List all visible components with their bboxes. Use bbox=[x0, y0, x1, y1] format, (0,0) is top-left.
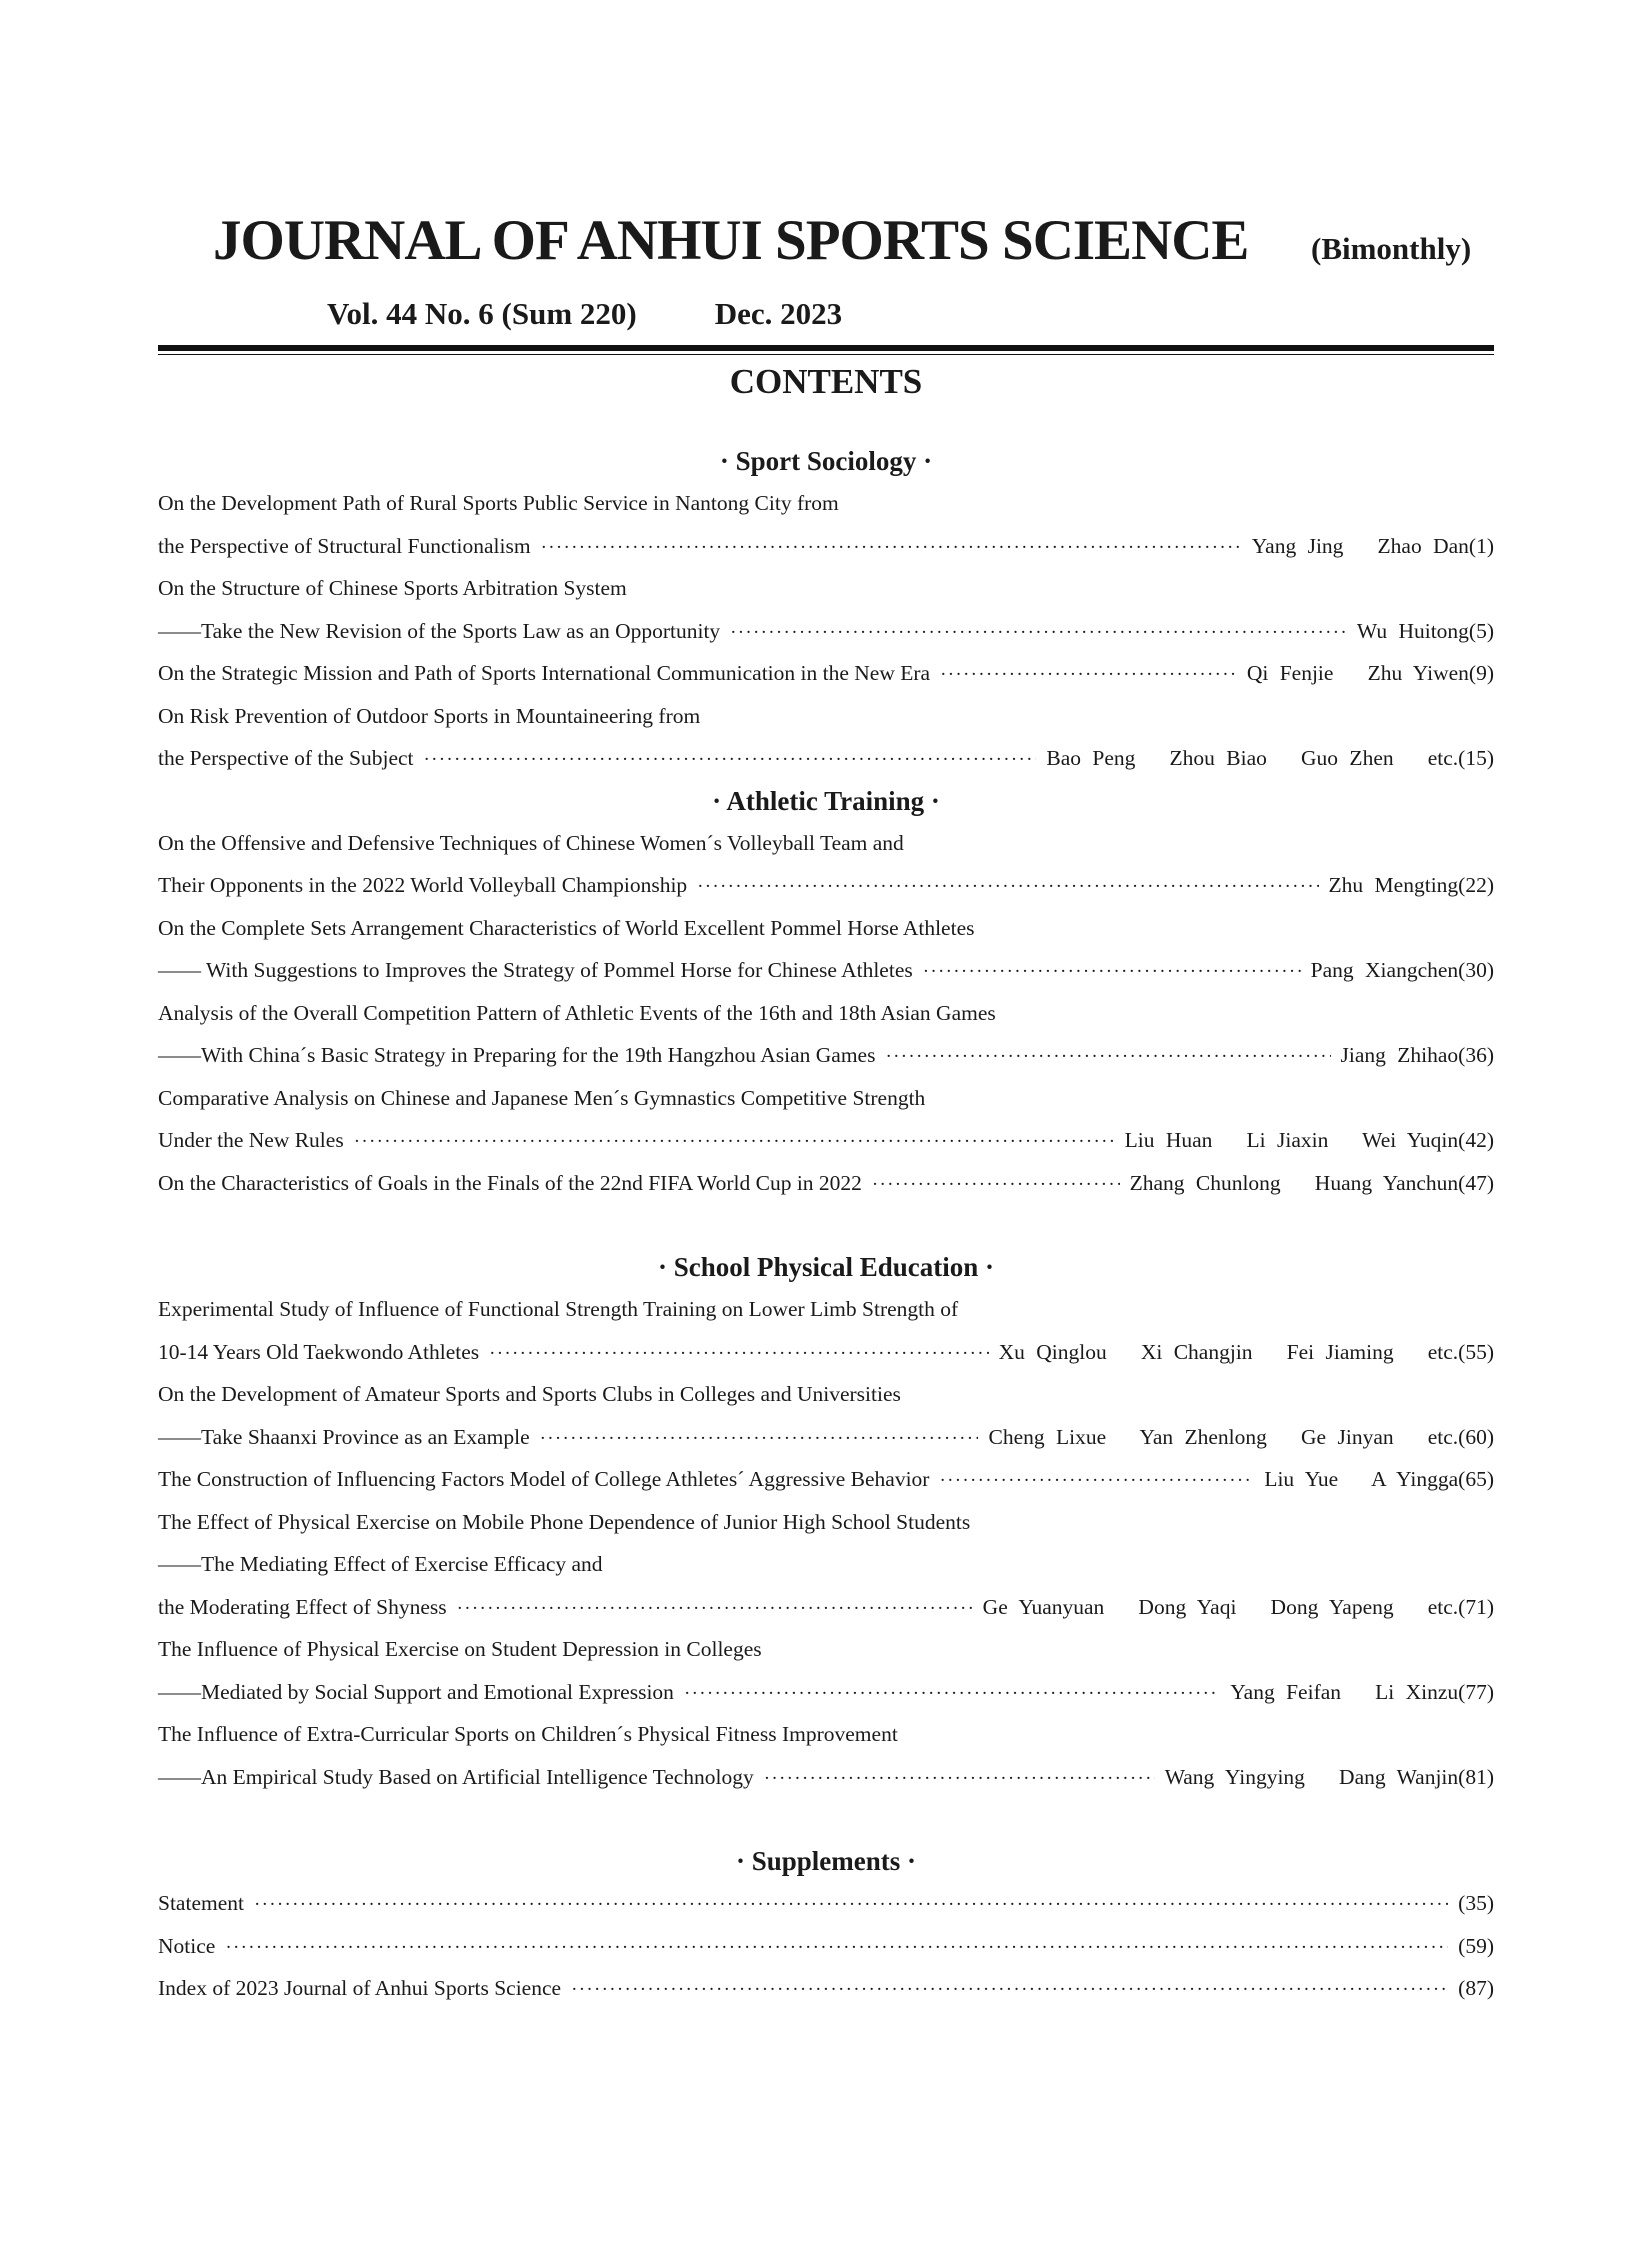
entry-authors: Cheng Lixue Yan Zhenlong Ge Jinyan etc. bbox=[988, 1424, 1459, 1449]
entry-title: ——Take Shaanxi Province as an Example bbox=[158, 1424, 530, 1449]
entry-page: (42) bbox=[1458, 1128, 1494, 1152]
header-rule-thin bbox=[158, 354, 1494, 355]
toc-entry-line bbox=[158, 1373, 1494, 1416]
entry-title: On the Offensive and Defensive Techniques of Chinese Women´s Volleyball Team and bbox=[158, 830, 904, 855]
toc-entry-line bbox=[158, 907, 1494, 950]
entry-title: ——Mediated by Social Support and Emotional Expression bbox=[158, 1679, 674, 1704]
entry-title: On the Structure of Chinese Sports Arbitration System bbox=[158, 576, 627, 600]
toc-entry-line bbox=[158, 1586, 1494, 1629]
masthead bbox=[213, 208, 1493, 288]
publication-frequency: (Bimonthly) bbox=[1311, 231, 1472, 266]
table-of-contents bbox=[158, 440, 1494, 2010]
leader-dots bbox=[489, 1333, 988, 1376]
toc-entry-line bbox=[158, 737, 1494, 780]
entry-page: (47) bbox=[1458, 1170, 1494, 1195]
toc-entry-line bbox=[158, 1119, 1494, 1162]
toc-entry-line bbox=[158, 1034, 1494, 1077]
toc-entry-line bbox=[158, 1925, 1494, 1968]
entry-title: On Risk Prevention of Outdoor Sports in Mountaineering from bbox=[158, 703, 701, 728]
entry-title: Under the New Rules bbox=[158, 1128, 344, 1152]
entry-page: (65) bbox=[1458, 1467, 1494, 1491]
entry-title: Experimental Study of Influence of Functional Strength Training on Lower Limb Strength of bbox=[158, 1297, 959, 1321]
toc-entry-line bbox=[158, 1416, 1494, 1459]
contents-heading: CONTENTS bbox=[729, 362, 923, 401]
leader-dots bbox=[940, 654, 1237, 697]
toc-entry-line bbox=[158, 1077, 1494, 1120]
entry-title: Comparative Analysis on Chinese and Japanese Men´s Gymnastics Competitive Strength bbox=[158, 1085, 926, 1110]
toc-entry-line bbox=[158, 1882, 1494, 1925]
section-title-sport-sociology: · Sport Sociology · bbox=[719, 446, 933, 476]
entry-page: (60) bbox=[1458, 1424, 1494, 1449]
entry-authors: Zhang Chunlong Huang Yanchun bbox=[1129, 1170, 1459, 1195]
entry-title: Statement bbox=[158, 1891, 244, 1915]
journal-title: JOURNAL OF ANHUI SPORTS SCIENCE bbox=[213, 209, 1249, 272]
leader-dots bbox=[225, 1927, 1448, 1970]
section-title-school-physical-education: · School Physical Education · bbox=[657, 1252, 995, 1282]
entry-authors: Jiang Zhihao bbox=[1340, 1043, 1459, 1067]
toc-entry-line bbox=[158, 695, 1494, 738]
entry-page: (55) bbox=[1458, 1339, 1494, 1364]
toc-entry-line bbox=[158, 610, 1494, 653]
entry-authors: Zhu Mengting bbox=[1328, 873, 1459, 897]
entry-title: The Influence of Physical Exercise on Student Depression in Colleges bbox=[158, 1637, 762, 1661]
issue-line bbox=[327, 296, 842, 332]
entry-authors: Xu Qinglou Xi Changjin Fei Jiaming etc. bbox=[998, 1339, 1459, 1364]
entry-authors: Liu Huan Li Jiaxin Wei Yuqin bbox=[1124, 1128, 1459, 1152]
toc-entry-line bbox=[158, 525, 1494, 568]
entry-title: The Influence of Extra-Curricular Sports on Children´s Physical Fitness Improvement bbox=[158, 1722, 898, 1746]
entry-page: (77) bbox=[1458, 1679, 1494, 1704]
entry-title: the Perspective of the Subject bbox=[158, 746, 414, 770]
section-gap bbox=[158, 1204, 1494, 1246]
toc-entry-line bbox=[158, 1288, 1494, 1331]
entry-authors: Bao Peng Zhou Biao Guo Zhen etc. bbox=[1046, 746, 1459, 770]
entry-page: (59) bbox=[1458, 1933, 1494, 1958]
entry-page: (9) bbox=[1468, 661, 1494, 685]
entry-authors: Wu Huitong bbox=[1356, 618, 1469, 643]
toc-entry-line bbox=[158, 1543, 1494, 1586]
entry-authors: Qi Fenjie Zhu Yiwen bbox=[1246, 661, 1469, 685]
entry-title: Index of 2023 Journal of Anhui Sports Science bbox=[158, 1976, 562, 2000]
entry-authors: Wang Yingying Dang Wanjin bbox=[1164, 1764, 1459, 1789]
leader-dots bbox=[540, 1418, 979, 1461]
leader-dots bbox=[424, 739, 1037, 782]
entry-authors: Pang Xiangchen bbox=[1310, 958, 1459, 982]
leader-dots bbox=[541, 527, 1242, 570]
entry-page: (87) bbox=[1458, 1976, 1494, 2000]
toc-entry-line bbox=[158, 1331, 1494, 1374]
toc-entry-line bbox=[158, 652, 1494, 695]
entry-title: On the Complete Sets Arrangement Characteristics of World Excellent Pommel Horse Athletes bbox=[158, 915, 975, 940]
entry-page: (71) bbox=[1458, 1594, 1494, 1619]
entry-authors: Yang Jing Zhao Dan bbox=[1251, 533, 1469, 558]
toc-entry-line bbox=[158, 949, 1494, 992]
entry-page: (81) bbox=[1458, 1764, 1494, 1789]
header-rule-thick bbox=[158, 345, 1494, 351]
leader-dots bbox=[254, 1884, 1448, 1927]
entry-page: (30) bbox=[1458, 958, 1494, 982]
entry-title: Notice bbox=[158, 1933, 216, 1958]
leader-dots bbox=[885, 1036, 1330, 1079]
entry-page: (15) bbox=[1458, 746, 1494, 770]
leader-dots bbox=[684, 1673, 1220, 1716]
toc-entry-line bbox=[158, 1671, 1494, 1714]
entry-page: (35) bbox=[1458, 1891, 1494, 1915]
toc-entry-line bbox=[158, 822, 1494, 865]
entry-title: Analysis of the Overall Competition Pattern of Athletic Events of the 16th and 18th Asian Games bbox=[158, 1000, 996, 1025]
leader-dots bbox=[764, 1758, 1155, 1801]
entry-title: —— With Suggestions to Improves the Strategy of Pommel Horse for Chinese Athletes bbox=[158, 958, 913, 982]
toc-entry-line bbox=[158, 864, 1494, 907]
toc-entry-line bbox=[158, 567, 1494, 610]
leader-dots bbox=[354, 1121, 1115, 1164]
entry-title: On the Strategic Mission and Path of Sports International Communication in the New Era bbox=[158, 661, 931, 685]
entry-title: ——With China´s Basic Strategy in Preparing for the 19th Hangzhou Asian Games bbox=[158, 1043, 876, 1067]
leader-dots bbox=[571, 1969, 1448, 2012]
entry-page: (5) bbox=[1468, 618, 1494, 643]
issue-volume: Vol. 44 No. 6 (Sum 220) bbox=[327, 296, 637, 331]
leader-dots bbox=[457, 1588, 973, 1631]
leader-dots bbox=[730, 612, 1347, 655]
entry-title: Their Opponents in the 2022 World Volleyball Championship bbox=[158, 873, 688, 897]
entry-authors: Liu Yue A Yingga bbox=[1264, 1467, 1459, 1491]
leader-dots bbox=[697, 866, 1318, 909]
section-title-athletic-training: · Athletic Training · bbox=[712, 785, 940, 816]
leader-dots bbox=[923, 951, 1301, 994]
toc-entry-line bbox=[158, 992, 1494, 1035]
toc-entry-line bbox=[158, 1967, 1494, 2010]
toc-entry-line bbox=[158, 1501, 1494, 1544]
entry-authors: Ge Yuanyuan Dong Yaqi Dong Yapeng etc. bbox=[982, 1594, 1459, 1619]
entry-title: On the Development Path of Rural Sports Public Service in Nantong City from bbox=[158, 491, 839, 515]
entry-title: On the Characteristics of Goals in the Finals of the 22nd FIFA World Cup in 2022 bbox=[158, 1170, 862, 1195]
toc-entry-line bbox=[158, 1756, 1494, 1799]
toc-entry-line bbox=[158, 1162, 1494, 1205]
entry-page: (22) bbox=[1458, 873, 1494, 897]
entry-authors: Yang Feifan Li Xinzu bbox=[1230, 1679, 1459, 1704]
entry-title: The Construction of Influencing Factors Model of College Athletes´ Aggressive Behavior bbox=[158, 1467, 930, 1491]
entry-title: 10-14 Years Old Taekwondo Athletes bbox=[158, 1339, 480, 1364]
entry-title: ——Take the New Revision of the Sports Law as an Opportunity bbox=[158, 618, 721, 643]
toc-entry-line bbox=[158, 482, 1494, 525]
section-title-supplements: · Supplements · bbox=[735, 1846, 917, 1876]
entry-title: the Perspective of Structural Functionalism bbox=[158, 533, 531, 558]
entry-title: ——The Mediating Effect of Exercise Efficacy and bbox=[158, 1552, 603, 1576]
entry-title: ——An Empirical Study Based on Artificial Intelligence Technology bbox=[158, 1764, 754, 1789]
leader-dots bbox=[939, 1460, 1254, 1503]
entry-title: the Moderating Effect of Shyness bbox=[158, 1594, 447, 1619]
toc-entry-line bbox=[158, 1713, 1494, 1756]
section-gap bbox=[158, 1798, 1494, 1840]
leader-dots bbox=[872, 1164, 1120, 1207]
toc-entry-line bbox=[158, 1458, 1494, 1501]
entry-page: (1) bbox=[1468, 533, 1494, 558]
issue-date: Dec. 2023 bbox=[714, 296, 843, 331]
toc-entry-line bbox=[158, 1628, 1494, 1671]
entry-title: On the Development of Amateur Sports and Sports Clubs in Colleges and Universities bbox=[158, 1382, 901, 1406]
entry-title: The Effect of Physical Exercise on Mobile Phone Dependence of Junior High School Students bbox=[158, 1509, 971, 1534]
entry-page: (36) bbox=[1458, 1043, 1494, 1067]
